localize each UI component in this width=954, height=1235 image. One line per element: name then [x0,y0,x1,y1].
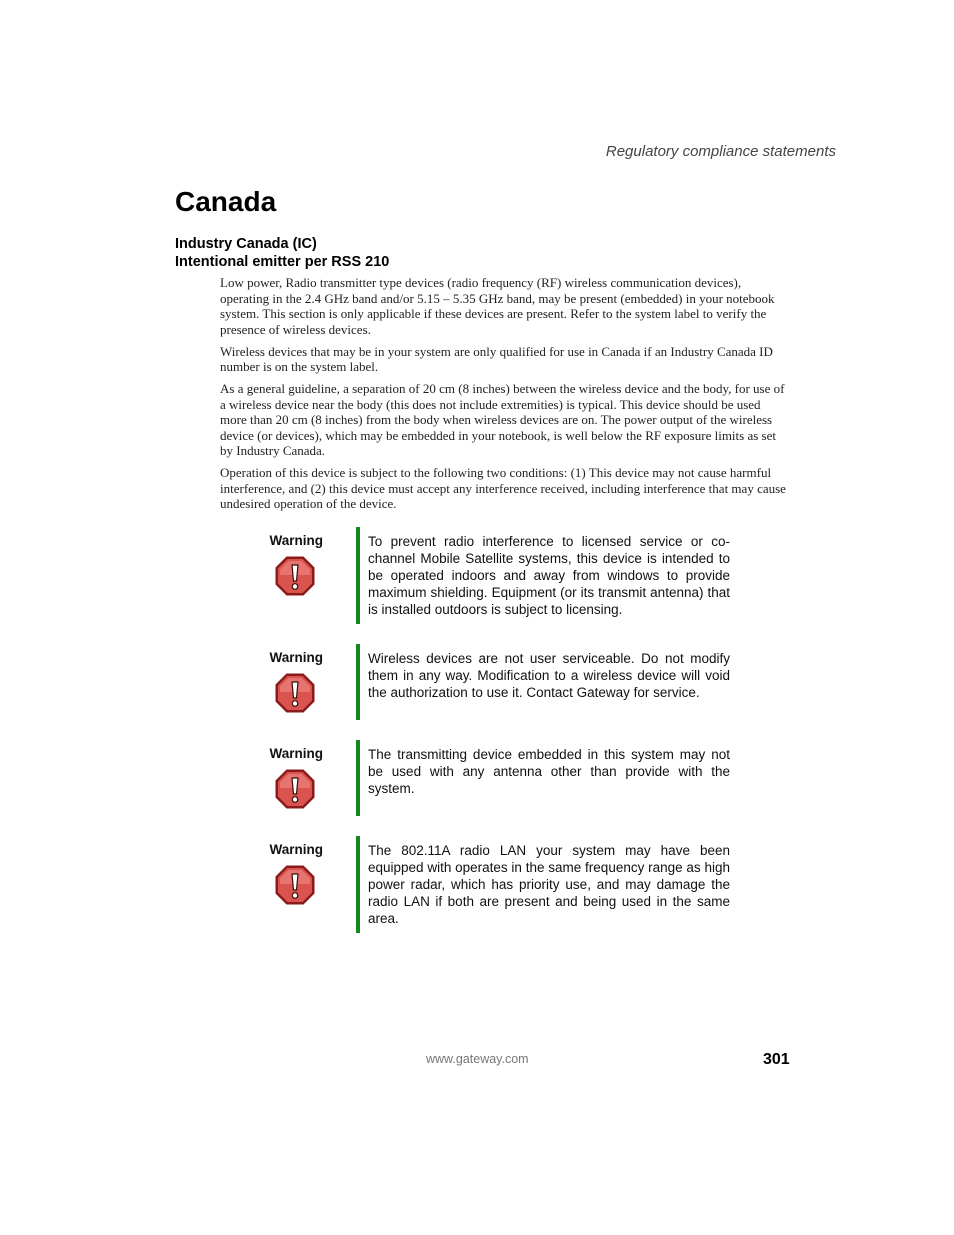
warning-block [260,527,760,624]
page-title: Canada [175,186,277,217]
warning-label: Warning [269,746,323,761]
paragraph: As a general guideline, a separation of 20 cm (8 inches) between the wireless device and the body, for use of a wireless device near the body (this does not include extremities) is typical. This device should be used more than 20 cm (8 inches) from the body when wireless devices are on. The power output of the wireless device (or devices), which may be embedded in your notebook, is well below the RF exposure limits as set by Industry Canada. [220,381,785,458]
paragraph: Low power, Radio transmitter type devices (radio frequency (RF) wireless communication devices), operating in the 2.4 GHz band and/or 5.15 – 5.35 GHz band, may be present (embedded) in your notebook system. This section is only applicable if these devices are present. Refer to the system label to verify the presence of wireless devices. [220,275,775,337]
subheading-line-2: Intentional emitter per RSS 210 [175,254,390,270]
subheading-line-1: Industry Canada (IC) [175,236,317,252]
warning-text: The transmitting device embedded in this system may not be used with any antenna other than provide with the system. [368,747,730,796]
warning-block [260,740,760,816]
warning-block [260,644,760,720]
warning-block [260,836,760,933]
warning-text: Wireless devices are not user serviceable. Do not modify them in any way. Modification to a wireless device will void the authorization to use it. Contact Gateway for service. [368,651,730,700]
warning-label: Warning [269,533,323,548]
warning-divider [356,527,360,624]
running-header: Regulatory compliance statements [605,143,836,160]
section-subheading [175,235,389,271]
warning-octagon-icon [274,864,316,906]
paragraph: Wireless devices that may be in your system are only qualified for use in Canada if an Industry Canada ID number is on the system label. [220,343,773,374]
warning-octagon-icon [274,672,316,714]
warning-divider [356,836,360,933]
warning-label: Warning [269,842,323,857]
page-number: 301 [763,1051,790,1068]
warning-divider [356,644,360,720]
body-text [220,275,790,518]
warning-octagon-icon [274,768,316,810]
warning-text: To prevent radio interference to licensed service or co-channel Mobile Satellite systems, this device is intended to be operated indoors and away from windows to provide maximum shielding. Equipment (or its transmit antenna) that is installed outdoors is subject to licensing. [368,534,730,617]
footer-url-link[interactable]: www.gateway.com [426,1052,529,1066]
warning-divider [356,740,360,816]
warning-octagon-icon [274,555,316,597]
warning-text: The 802.11A radio LAN your system may have been equipped with operates in the same frequency range as high power radar, which has priority use, and may damage the radio LAN if both are present and being used in the same area. [368,843,730,926]
warning-label: Warning [269,650,323,665]
paragraph: Operation of this device is subject to the following two conditions: (1) This device may not cause harmful interference, and (2) this device must accept any interference received, including interference that may cause undesired operation of the device. [220,465,786,511]
